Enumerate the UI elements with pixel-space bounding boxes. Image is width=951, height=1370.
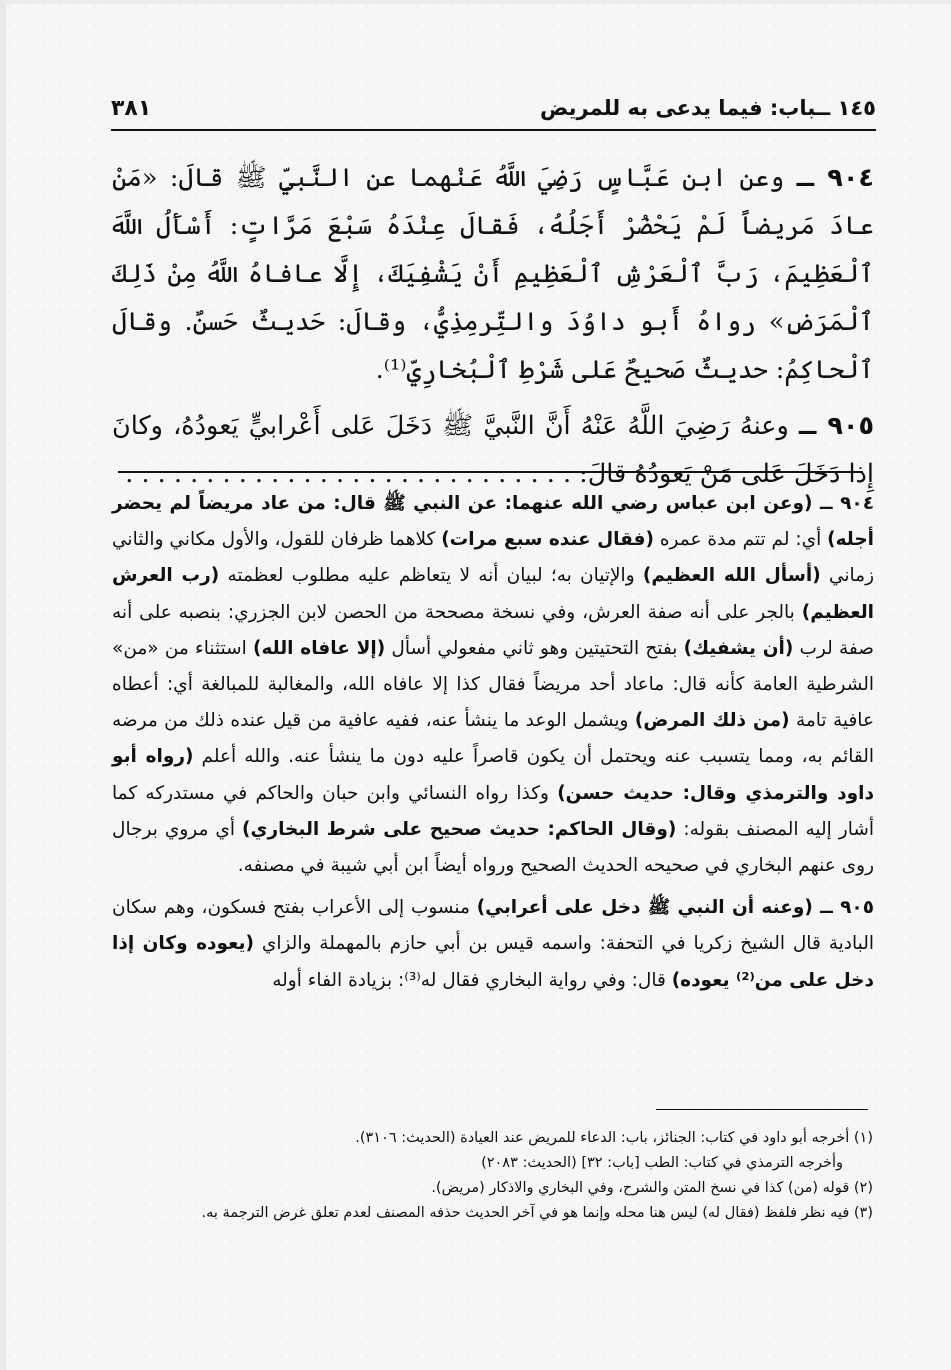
quoted-text: (أن يشفيك) xyxy=(683,637,794,659)
commentary-text: وكذا رواه النسائي وابن حبان والحاكم في مستدركه كما أشار إليه المصنف بقوله: xyxy=(112,782,874,840)
quoted-text: (رواه أبو داود والترمذي وقال: حديث حسن) xyxy=(112,746,874,804)
matn-text xyxy=(112,154,874,506)
commentary-904 xyxy=(112,486,874,884)
quoted-text: ٩٠٤ ــ (وعن ابن عباس رضي الله عنهما: عن النبي ﷺ قال: من عاد مريضاً لم يحضر أجله) xyxy=(112,493,875,551)
hadith-904 xyxy=(112,154,874,394)
quoted-text: (فقال عنده سبع مرات) xyxy=(441,529,654,551)
commentary-text: منسوب إلى الأعراب بفتح فسكون، وهم سكان البادية قال الشيخ زكريا في التحفة: واسمه قيس بن أبي حازم بالمهملة والزاي xyxy=(112,897,874,955)
commentary-text: أي: لم تتم مدة عمره xyxy=(653,529,828,551)
commentary xyxy=(112,486,874,1005)
commentary-text: بالجر على أنه صفة العرش، وفي نسخة مصححة من الحصن لابن الجزري: بنصبه على أنه صفة لرب xyxy=(112,601,874,659)
page-header xyxy=(111,90,876,126)
hadith-number: ٩٠٥ ــ xyxy=(798,411,875,441)
footnote-rule xyxy=(656,1109,868,1110)
hadith-text: وعنهُ رَضِيَ اللَّهُ عَنْهُ أَنَّ النَّبيَّ ﷺ دَخَلَ عَلى أَعْرابيٍّ يَعودُهُ، وكانَ إِذا دَخَلَ عَلى مَنْ يَعودُهُ قالَ: . . . . . . . . . . . . . . . . . . . . . . . . . . . . xyxy=(112,411,874,489)
footnotes xyxy=(116,1126,873,1226)
commentary-text: ويشمل الوعد ما ينشأ عنه، ففيه عافية من قيل عنده ذلك من مرضه القائم به، ومما يتسبب عنه ويحتمل أن يكون قاصراً عليه دون ما ينشأ عنه. والله أعلم xyxy=(112,710,874,768)
header-rule xyxy=(111,129,876,131)
commentary-text: استثناء من «من» الشرطية العامة كأنه قال: ماعاد أحد مريضاً فقال كذا إلا عافاه الله، والمغالبة للمبالغة أي: أعطاه عافية تامة xyxy=(112,637,874,732)
quoted-text: (إلا عافاه الله) xyxy=(253,637,386,659)
hadith-905 xyxy=(112,402,874,498)
footnote-1-continued: وأخرجه الترمذي في كتاب: الطب [باب: ٣٢] (الحديث: ٢٠٨٣) xyxy=(481,1155,843,1171)
matn-sharh-separator xyxy=(118,471,863,473)
quoted-text: (من ذلك المرض) xyxy=(634,710,790,732)
commentary-text: أي مروي برجال روى عنهم البخاري في صحيحه الحديث الصحيح ورواه أيضاً ابن أبي شيبة في مصنفه. xyxy=(112,818,874,877)
quoted-text: (يعوده وكان إذا دخل على من⁽²⁾ يعوده) xyxy=(112,933,874,991)
quoted-text: ٩٠٥ ــ (وعنه أن النبي ﷺ دخل على أعرابي) xyxy=(476,897,874,919)
page-number: ٣٨١ xyxy=(111,95,152,121)
quoted-text: (رب العرش العظيم) xyxy=(112,565,874,623)
commentary-text: قال: وفي رواية البخاري فقال له⁽³⁾: بزيادة الفاء أوله xyxy=(272,969,672,991)
chapter-title: ١٤٥ ــباب: فيما يدعى به للمريض xyxy=(540,96,876,120)
commentary-text: والإتيان به؛ لبيان أنه لا يتعاظم عليه مطلوب لعظمته xyxy=(219,565,643,587)
commentary-text: بفتح التحتيتين وهو ثاني مفعولي أسأل xyxy=(385,637,684,659)
footnote-3: (٣) فيه نظر فلفظ (فقال له) ليس هنا محله وإنما هو في آخر الحديث حذفه المصنف لعدم تعلق غرض الترجمة به. xyxy=(201,1205,873,1221)
quoted-text: (أسأل الله العظيم) xyxy=(642,565,821,587)
footnote-2: (٢) قوله (من) كذا في نسخ المتن والشرح، وفي البخاري والاذكار (مريض). xyxy=(431,1180,873,1196)
hadith-number: ٩٠٤ ــ xyxy=(796,163,874,193)
quoted-text: (وقال الحاكم: حديث صحيح على شرط البخاري) xyxy=(242,818,677,840)
hadith-text: وعن ابن عَبَّاسٍ رَضِيَ اللَّهُ عَنْهما عنِ النَّبيِّ ﷺ قالَ: «مَنْ عادَ مَريضاً لَمْ يَحْضُرْ أَجَلُهُ، فَقالَ عِنْدَهُ سَبْعَ مَرَّاتٍ: أَسْأَلُ اللَّهَ ٱلْعَظِيمَ، رَبَّ ٱلْعَرْشِ ٱلْعَظِيمِ أَنْ يَشْفِيَكَ، إِلَّا عافاهُ اللَّهُ مِنْ ذَلِكَ ٱلْمَرَضِ» رواهُ أَبو داوُدَ والتِّرمِذِيُّ، وقالَ: حَديثٌ حَسنٌ. وقالَ ٱلْحاكِمُ: حديثٌ صَحيحٌ عَلى شَرْطِ ٱلْبُخارِيِّ⁽¹⁾. xyxy=(112,163,874,385)
footnote-1: (١) أخرجه أبو داود في كتاب: الجنائز، باب: الدعاء للمريض عند العيادة (الحديث: ٣١٠٦). xyxy=(355,1130,873,1146)
commentary-text: كلاهما ظرفان للقول، والأول مكاني والثاني زماني xyxy=(112,529,875,587)
commentary-905 xyxy=(112,890,874,999)
